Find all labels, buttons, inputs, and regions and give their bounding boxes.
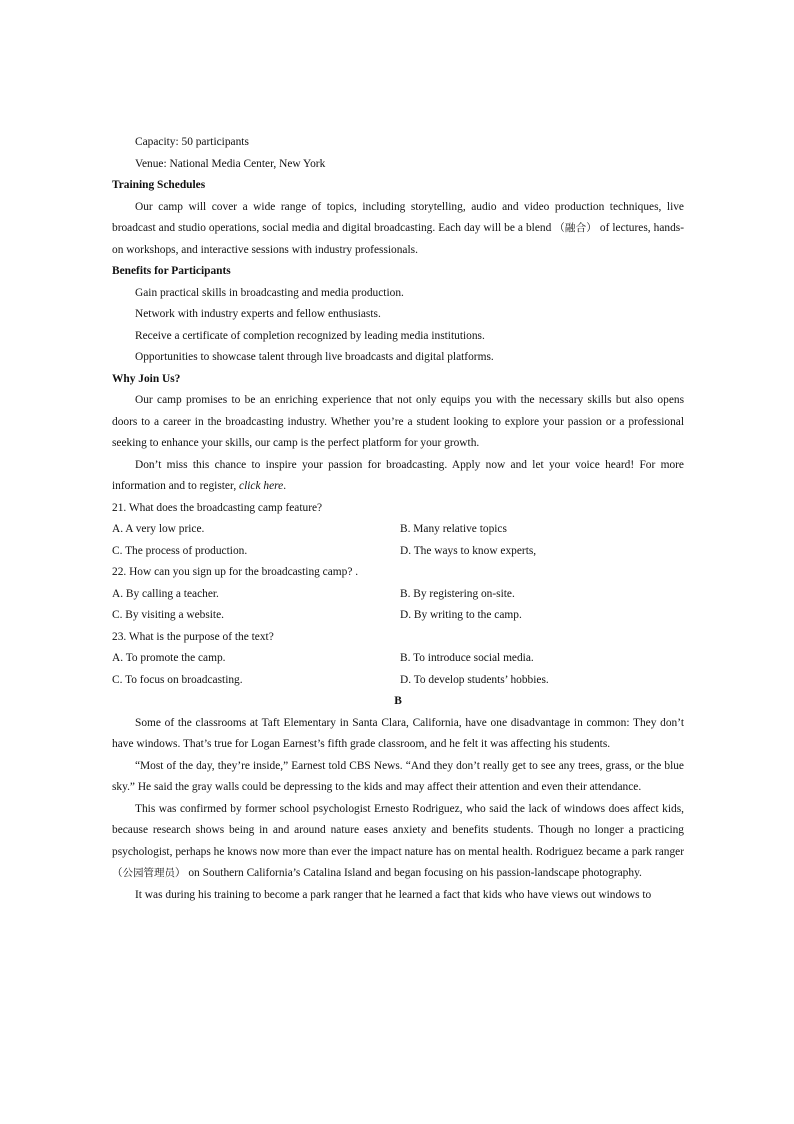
benefit-item: Receive a certificate of completion recognized by leading media institutions. (135, 329, 485, 342)
passage-b-text-2: on Southern California’s Catalina Island and began focusing on his passion-landscape photography. (185, 867, 642, 879)
option-d: D. The ways to know experts, (400, 544, 537, 557)
question-22-options (112, 584, 684, 627)
option-b: B. By registering on-site. (400, 587, 515, 600)
register-link[interactable]: click here (239, 480, 284, 492)
venue-line: Venue: National Media Center, New York (135, 157, 326, 170)
option-d: D. To develop students’ hobbies. (400, 673, 549, 686)
training-heading: Training Schedules (112, 179, 206, 191)
benefit-item: Network with industry experts and fellow enthusiasts. (135, 308, 381, 320)
why-paragraph-2 (112, 455, 684, 498)
benefit-item: Gain practical skills in broadcasting and media production. (135, 286, 404, 299)
question-23-stem: 23. What is the purpose of the text? (112, 630, 274, 643)
question-23-options (112, 648, 684, 691)
park-ranger-gloss: （公园管理员） (112, 867, 186, 879)
question-22-stem: 22. How can you sign up for the broadcasting camp? . (112, 566, 359, 578)
benefit-item: Opportunities to showcase talent through live broadcasts and digital platforms. (135, 351, 494, 363)
passage-b-heading: B (394, 695, 402, 707)
option-a: A. To promote the camp. (112, 652, 226, 664)
passage-b-paragraph-1: Some of the classrooms at Taft Elementary in Santa Clara, California, have one disadvantage in common: They don’t have windows. That’s true for Logan Earnest’s fifth grade classroom, and he felt it was affecting his students. (112, 716, 684, 750)
training-gloss: （融合） (554, 222, 597, 234)
option-a: A. By calling a teacher. (112, 587, 219, 600)
capacity-line: Capacity: 50 participants (135, 136, 249, 148)
training-paragraph (112, 197, 684, 262)
why-text: Don’t miss this chance to inspire your passion for broadcasting. Apply now and let your voice heard! For more information and to register, (112, 458, 684, 492)
benefits-heading: Benefits for Participants (112, 265, 231, 277)
option-c: C. To focus on broadcasting. (112, 673, 243, 686)
why-heading: Why Join Us? (112, 372, 181, 385)
document-page (112, 132, 684, 906)
why-paragraph-1: Our camp promises to be an enriching experience that not only equips you with the necessary skills but also opens doors to a career in the broadcasting industry. Whether you’re a student looking to explore your passion or a professional seeking to enhance your skills, our camp is the perfect platform for your growth. (112, 394, 684, 449)
training-text-2: of lectures, hands-on workshops, and interactive sessions with industry professionals. (112, 222, 684, 256)
why-text-end: . (283, 480, 287, 492)
passage-b-text-1: This was confirmed by former school psychologist Ernesto Rodriguez, who said the lack of windows does affect kids, because research shows being in and around nature eases anxiety and benefits students. Though no longer a practicing psychologist, perhaps he knows now more than ever the impact nature has on mental health. Rodriguez became a park ranger (112, 802, 684, 858)
passage-b-paragraph-4: It was during his training to become a park ranger that he learned a fact that kids who have views out windows to (135, 888, 652, 901)
option-d: D. By writing to the camp. (400, 609, 522, 621)
question-21-options (112, 519, 684, 562)
passage-b-paragraph-3 (112, 799, 684, 885)
option-b: B. To introduce social media. (400, 652, 534, 664)
option-c: C. By visiting a website. (112, 609, 225, 621)
option-a: A. A very low price. (112, 523, 205, 535)
option-b: B. Many relative topics (400, 523, 507, 535)
option-c: C. The process of production. (112, 544, 248, 557)
passage-b-paragraph-2: “Most of the day, they’re inside,” Earnest told CBS News. “And they don’t really get to see any trees, grass, or the blue sky.” He said the gray walls could be depressing to the kids and may affect their attention and even their attendance. (112, 759, 684, 793)
question-21-stem: 21. What does the broadcasting camp feature? (112, 501, 323, 514)
training-text-1: Our camp will cover a wide range of topics, including storytelling, audio and video production techniques, live broadcast and studio operations, social media and digital broadcasting. Each day will be a blend (112, 200, 684, 234)
